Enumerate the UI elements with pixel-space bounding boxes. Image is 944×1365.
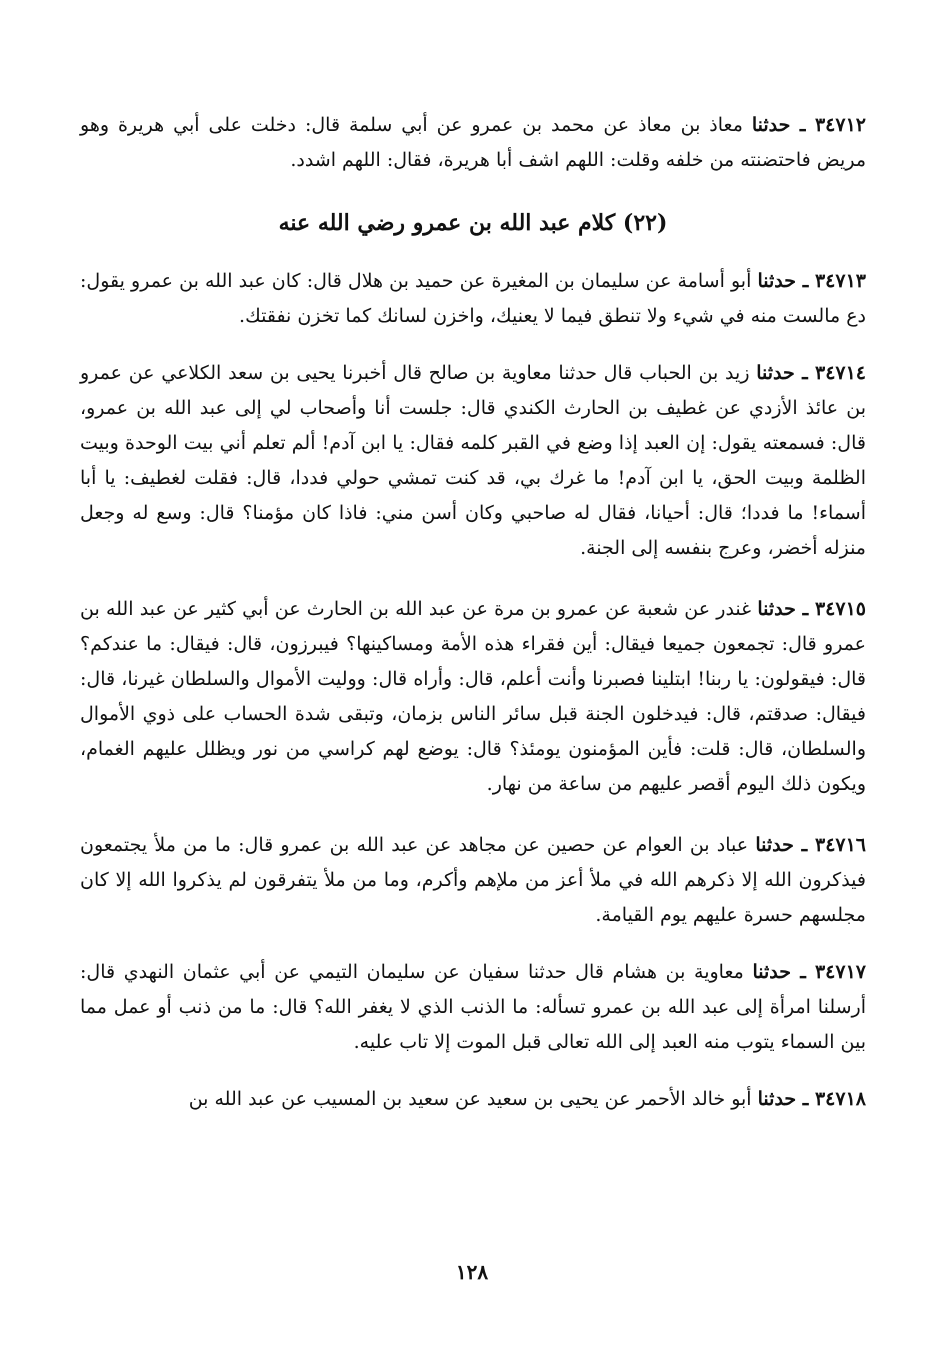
page-number: ١٢٨ (455, 1260, 489, 1284)
hadith-text: معاذ بن معاذ عن محمد بن عمرو عن أبي سلمة قال: دخلت على أبي هريرة وهو مريض فاحتضنته من خلفه وقلت: اللهم اشف أبا هريرة، فقال: اللهم اشدد. (80, 114, 866, 171)
hadith-34716 (80, 828, 866, 933)
hadith-text: غندر عن شعبة عن عمرو بن مرة عن عبد الله بن الحارث عن أبي كثير عن عبد الله بن عمرو قال: تجمعون جميعا فيقال: أين فقراء هذه الأمة ومساكينها؟ فيبرزون، قال: فيقال: ما عندكم؟ قال: فيقولون: يا ربنا! ابتلينا فصبرنا وأنت أعلم، قال: وأراه قال: ووليت الأموال والسلطان غيرنا، قال: فيقال: صدقتم، قال: فيدخلون الجنة قبل سائر الناس بزمان، وتبقى شدة الحساب على ذوي الأموال والسلطان، قال: قلت: فأين المؤمنون يومئذ؟ قال: يوضع لهم كراسي من نور ويظلل عليهم الغمام، ويكون ذلك اليوم أقصر عليهم من ساعة من نهار. (80, 598, 866, 795)
hadith-number: ٣٤٧١٨ ـ حدثنا (757, 1088, 866, 1110)
hadith-34714 (80, 356, 866, 566)
hadith-text: معاوية بن هشام قال حدثنا سفيان عن سليمان التيمي عن أبي عثمان النهدي قال: أرسلنا امرأة إلى عبد الله بن عمرو تسأله: ما الذنب الذي لا يغفر الله؟ قال: ما من ذنب أو عمل مما بين السماء يتوب منه العبد إلى الله تعالى قبل الموت إلا تاب عليه. (80, 961, 866, 1053)
hadith-34713 (80, 264, 866, 334)
hadith-number: ٣٤٧١٧ ـ حدثنا (752, 961, 866, 983)
hadith-34718 (80, 1082, 866, 1117)
hadith-text: أبو أسامة عن سليمان بن المغيرة عن حميد بن هلال قال: كان عبد الله بن عمرو يقول: دع مالست منه في شيء ولا تنطق فيما لا يعنيك، واخزن لسانك كما تخزن نفقتك. (80, 270, 866, 327)
hadith-number: ٣٤٧١٣ ـ حدثنا (757, 270, 866, 292)
hadith-text: أبو خالد الأحمر عن يحيى بن سعيد عن سعيد بن المسيب عن عبد الله بن (188, 1088, 758, 1110)
hadith-number: ٣٤٧١٤ ـ حدثنا (756, 362, 867, 384)
hadith-text: زيد بن الحباب قال حدثنا معاوية بن صالح قال أخبرنا يحيى بن سعد الكلاعي عن عمرو بن عائذ الأزدي عن غطيف بن الحارث الكندي قال: جلست أنا وأصحاب لي إلى عبد الله بن عمرو، قال: فسمعته يقول: إن العبد إذا وضع في القبر كلمه فقال: يا ابن آدم! ألم تعلم أني بيت الوحدة وبيت الظلمة وبيت الحق، يا ابن آدم! ما غرك بي، قد كنت تمشي حولي فددا، قال: فقلت لغطيف: يا أبا أسماء! ما فددا؛ قال: أحيانا، فقال له صاحبي وكان أسن مني: فاذا كان مؤمنا؟ قال: وسع له وجعل منزله أخضر، وعرج بنفسه إلى الجنة. (80, 362, 866, 559)
hadith-number: ٣٤٧١٢ ـ حدثنا (751, 114, 866, 136)
hadith-text: عباد بن العوام عن حصين عن مجاهد عن عبد الله بن عمرو قال: ما من ملأ يجتمعون فيذكرون الله إلا ذكرهم الله في ملأ أعز من ملإهم وأكرم، وما من ملأ يتفرقون لم يذكروا الله إلا كان مجلسهم حسرة عليهم يوم القيامة. (80, 834, 866, 926)
section-heading: (٢٢) كلام عبد الله بن عمرو رضي الله عنه (278, 210, 668, 236)
hadith-34712 (80, 108, 866, 178)
hadith-34715 (80, 592, 866, 802)
hadith-number: ٣٤٧١٥ ـ حدثنا (757, 598, 866, 620)
hadith-number: ٣٤٧١٦ ـ حدثنا (755, 834, 867, 856)
hadith-34717 (80, 955, 866, 1060)
